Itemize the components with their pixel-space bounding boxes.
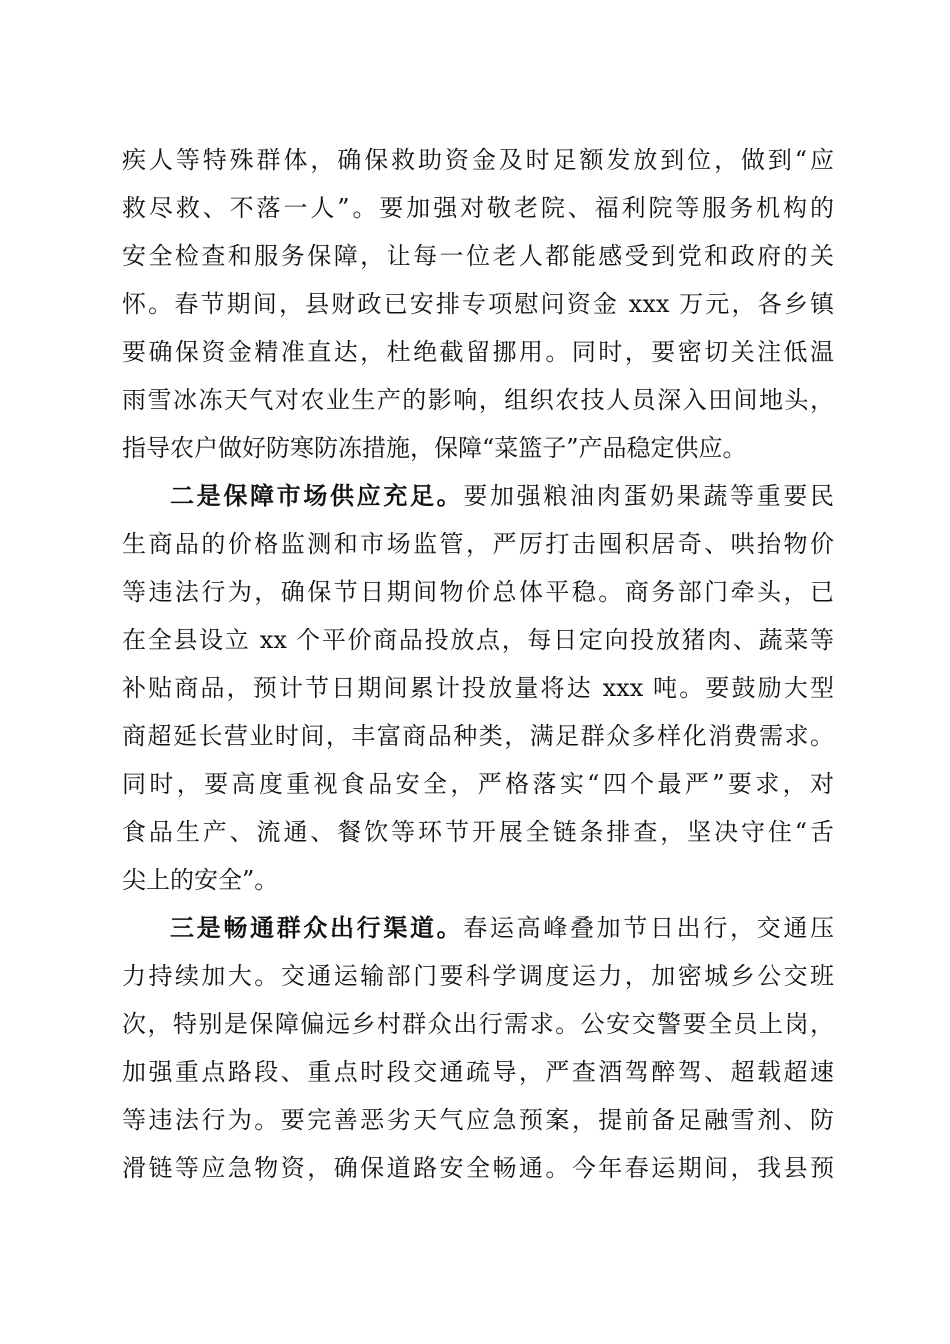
text-line: 疾人等特殊群体，确保救助资金及时足额发放到位，做到“应 (122, 146, 834, 174)
text-line: 安全检查和服务保障，让每一位老人都能感受到党和政府的关 (122, 242, 834, 270)
text-line: 雨雪冰冻天气对农业生产的影响，组织农技人员深入田间地头， (122, 386, 834, 414)
text-line: 生商品的价格监测和市场监管，严厉打击囤积居奇、哄抬物价 (122, 530, 834, 558)
text-line: 要确保资金精准直达，杜绝截留挪用。同时，要密切关注低温 (122, 338, 834, 366)
text-line: 力持续加大。交通运输部门要科学调度运力，加密城乡公交班 (122, 962, 834, 990)
text-line: 指导农户做好防寒防冻措施，保障“菜篮子”产品稳定供应。 (122, 434, 747, 462)
text-line: 在全县设立 xx 个平价商品投放点，每日定向投放猪肉、蔬菜等 (122, 626, 834, 654)
text-line: 加强重点路段、重点时段交通疏导，严查酒驾醉驾、超载超速 (122, 1058, 834, 1086)
text-line: 次，特别是保障偏远乡村群众出行需求。公安交警要全员上岗， (122, 1010, 834, 1038)
text-line: 商超延长营业时间，丰富商品种类，满足群众多样化消费需求。 (122, 722, 834, 750)
text-line: 补贴商品，预计节日期间累计投放量将达 xxx 吨。要鼓励大型 (122, 674, 834, 702)
text-line: 等违法行为，确保节日期间物价总体平稳。商务部门牵头，已 (122, 578, 834, 606)
text-line: 等违法行为。要完善恶劣天气应急预案，提前备足融雪剂、防 (122, 1106, 834, 1134)
text-line: 尖上的安全”。 (122, 866, 279, 894)
text-line: 同时，要高度重视食品安全，严格落实“四个最严”要求，对 (122, 770, 834, 798)
text-line: 食品生产、流通、餐饮等环节开展全链条排查，坚决守住“舌 (122, 818, 834, 846)
paragraph-heading: 二是保障市场供应充足。 (170, 481, 464, 510)
paragraph-first-line (170, 478, 834, 514)
paragraph-first-line (170, 910, 834, 946)
text-line: 滑链等应急物资，确保道路安全畅通。今年春运期间，我县预 (122, 1154, 834, 1182)
text-line: 怀。春节期间，县财政已安排专项慰问资金 xxx 万元，各乡镇 (122, 290, 834, 318)
text-line: 救尽救、不落一人”。要加强对敬老院、福利院等服务机构的 (122, 194, 834, 222)
paragraph-heading: 三是畅通群众出行渠道。 (170, 913, 464, 942)
text-fragment: 春运高峰叠加节日出行，交通压 (463, 914, 835, 942)
text-fragment: 要加强粮油肉蛋奶果蔬等重要民 (463, 482, 835, 510)
